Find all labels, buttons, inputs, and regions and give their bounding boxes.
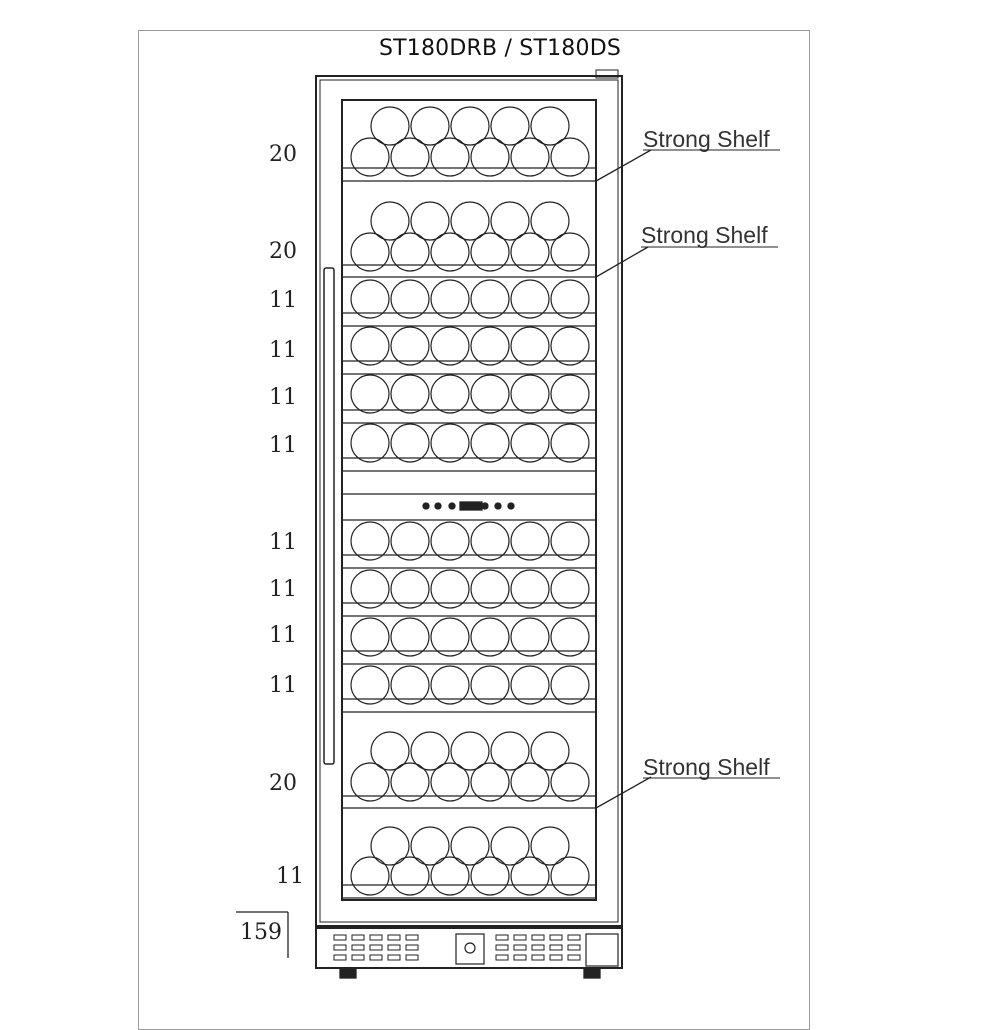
bottle-11 (551, 138, 589, 176)
bottle-69 (511, 666, 549, 704)
bottle-35 (351, 375, 389, 413)
bottle-40 (551, 375, 589, 413)
bottle-38 (471, 375, 509, 413)
shelf-count-3: 11 (269, 288, 297, 313)
vent-slot-11 (388, 945, 400, 950)
bottle-92 (551, 857, 589, 895)
vent-slot-1 (334, 935, 346, 940)
shelf-count-8: 11 (269, 577, 297, 602)
bottle-6 (351, 138, 389, 176)
bottle-81 (551, 763, 589, 801)
vent-slot-26 (550, 945, 562, 950)
bottle-25 (431, 280, 469, 318)
bottle-90 (471, 857, 509, 895)
bottle-37 (431, 375, 469, 413)
shelf-count-2: 20 (269, 239, 297, 264)
corner-block (586, 934, 618, 966)
bottle-9 (471, 138, 509, 176)
vent-slot-23 (532, 945, 544, 950)
bottle-27 (511, 280, 549, 318)
bottle-57 (511, 570, 549, 608)
shelf-count-11: 20 (269, 771, 297, 796)
vent-slot-7 (370, 935, 382, 940)
vent-slot-9 (370, 955, 382, 960)
lock-icon (465, 943, 475, 953)
bottle-89 (431, 857, 469, 895)
bottle-51 (511, 522, 549, 560)
bottle-39 (511, 375, 549, 413)
vent-slot-24 (532, 955, 544, 960)
vent-slot-4 (352, 935, 364, 940)
bottle-64 (551, 618, 589, 656)
ventilation-grille (334, 935, 580, 960)
bottle-44 (471, 424, 509, 462)
bottle-8 (431, 138, 469, 176)
bottle-43 (431, 424, 469, 462)
shelf-count-12: 11 (276, 864, 304, 889)
shelf-count-10: 11 (269, 673, 297, 698)
bottle-53 (351, 570, 389, 608)
foot-left (340, 968, 356, 978)
vent-slot-3 (334, 955, 346, 960)
vent-slot-8 (370, 945, 382, 950)
shelf-rails (342, 168, 596, 898)
bottle-76 (351, 763, 389, 801)
shelf-count-6: 11 (269, 433, 297, 458)
bottle-52 (551, 522, 589, 560)
bottle-56 (471, 570, 509, 608)
foot-right (584, 968, 600, 978)
lock-housing (456, 934, 484, 964)
bottle-88 (391, 857, 429, 895)
vent-slot-15 (406, 955, 418, 960)
bottle-67 (431, 666, 469, 704)
bottle-outlines (351, 107, 589, 895)
bottle-62 (471, 618, 509, 656)
bottle-46 (551, 424, 589, 462)
door-handle (324, 268, 334, 764)
shelf-count-5: 11 (269, 385, 297, 410)
bottle-63 (511, 618, 549, 656)
bottle-70 (551, 666, 589, 704)
bottle-48 (391, 522, 429, 560)
bottle-68 (471, 666, 509, 704)
callout-strong-shelf-2: Strong Shelf (641, 222, 768, 248)
bottle-45 (511, 424, 549, 462)
bottle-85 (491, 827, 529, 865)
bottle-65 (351, 666, 389, 704)
bottle-58 (551, 570, 589, 608)
callout-strong-shelf-3: Strong Shelf (643, 754, 770, 780)
vent-slot-28 (568, 935, 580, 940)
bottle-55 (431, 570, 469, 608)
vent-slot-21 (514, 955, 526, 960)
callout-strong-shelf-1: Strong Shelf (643, 126, 770, 152)
vent-slot-19 (514, 935, 526, 940)
vent-slot-10 (388, 935, 400, 940)
vent-slot-14 (406, 945, 418, 950)
bottle-77 (391, 763, 429, 801)
vent-slot-27 (550, 955, 562, 960)
vent-slot-6 (352, 955, 364, 960)
shelf-count-1: 20 (269, 142, 297, 167)
bottle-33 (511, 327, 549, 365)
bottle-86 (531, 827, 569, 865)
shelf-count-7: 11 (269, 530, 297, 555)
bottle-83 (411, 827, 449, 865)
bottle-80 (511, 763, 549, 801)
callout-leader-1 (596, 150, 651, 181)
vent-slot-29 (568, 945, 580, 950)
bottle-61 (431, 618, 469, 656)
vent-slot-2 (334, 945, 346, 950)
vent-slot-30 (568, 955, 580, 960)
bottle-91 (511, 857, 549, 895)
vent-slot-13 (406, 935, 418, 940)
bottle-31 (431, 327, 469, 365)
vent-slot-25 (550, 935, 562, 940)
bottle-7 (391, 138, 429, 176)
vent-slot-18 (496, 955, 508, 960)
total-bottle-count: 159 (240, 920, 282, 945)
bottle-26 (471, 280, 509, 318)
bottle-36 (391, 375, 429, 413)
bottle-82 (371, 827, 409, 865)
bottle-49 (431, 522, 469, 560)
vent-slot-17 (496, 945, 508, 950)
vent-slot-16 (496, 935, 508, 940)
bottle-50 (471, 522, 509, 560)
bottle-24 (391, 280, 429, 318)
bottle-42 (391, 424, 429, 462)
vent-slot-22 (532, 935, 544, 940)
bottle-34 (551, 327, 589, 365)
shelf-count-9: 11 (269, 623, 297, 648)
bottle-78 (431, 763, 469, 801)
vent-slot-5 (352, 945, 364, 950)
bottle-59 (351, 618, 389, 656)
bottle-60 (391, 618, 429, 656)
bottle-29 (351, 327, 389, 365)
bottle-79 (471, 763, 509, 801)
bottle-10 (511, 138, 549, 176)
bottle-47 (351, 522, 389, 560)
bottle-87 (351, 857, 389, 895)
bottle-66 (391, 666, 429, 704)
model-title: ST180DRB / ST180DS (378, 36, 621, 61)
bottle-41 (351, 424, 389, 462)
vent-slot-12 (388, 955, 400, 960)
shelf-count-4: 11 (269, 338, 297, 363)
bottle-28 (551, 280, 589, 318)
bottle-32 (471, 327, 509, 365)
control-buttons (423, 502, 514, 510)
vent-slot-20 (514, 945, 526, 950)
bottle-23 (351, 280, 389, 318)
bottle-54 (391, 570, 429, 608)
cabinet-outline (316, 76, 622, 926)
bottle-30 (391, 327, 429, 365)
bottle-84 (451, 827, 489, 865)
callout-leader-3 (596, 777, 651, 808)
